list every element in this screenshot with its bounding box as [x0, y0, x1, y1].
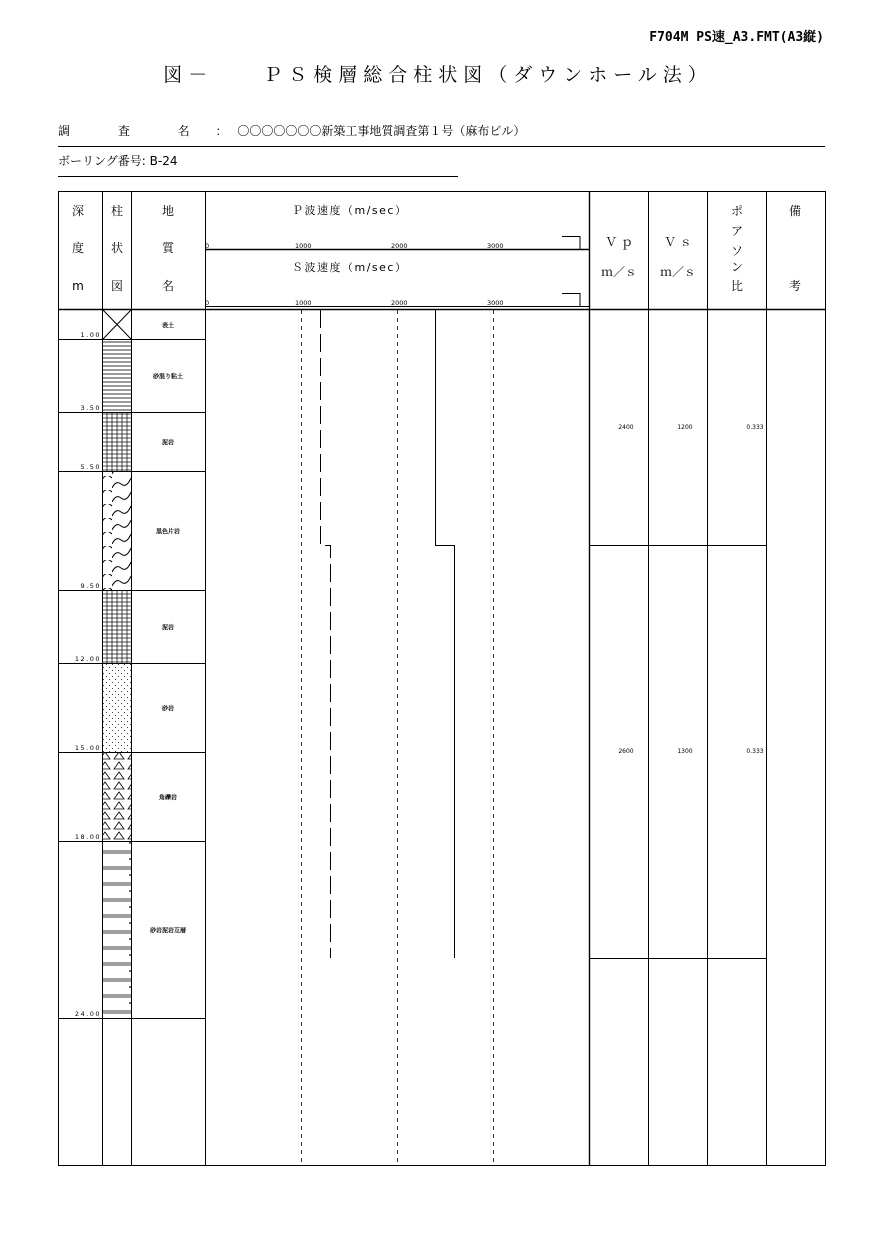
poisson-header-1: ポ — [730, 204, 744, 218]
remarks-header-1: 備 — [788, 204, 802, 218]
column-header-2: 状 — [110, 241, 124, 255]
depth-label: 9.50 — [80, 582, 101, 590]
geology-name: 黒色片岩 — [155, 528, 181, 536]
geology-name: 砂岩 — [161, 705, 175, 713]
boring-number-label: ボーリング番号: — [58, 154, 146, 168]
depth-label: 12.00 — [74, 655, 101, 663]
vp-value: 2400 — [618, 424, 634, 431]
boring-number-value: B-24 — [149, 154, 178, 168]
vs-header-1: Ｖ ｓ — [664, 235, 692, 249]
vs-header-2: ｍ／ｓ — [659, 265, 697, 279]
vp-value: 2600 — [618, 748, 634, 755]
column-header-3: 図 — [110, 279, 124, 293]
column-pattern-topsoil — [103, 310, 131, 339]
geology-header-1: 地 — [161, 204, 175, 218]
scale-tick-label: 0 — [205, 242, 210, 250]
scale-tick-label: 3000 — [487, 299, 504, 307]
column-pattern — [103, 590, 131, 663]
column-pattern — [103, 663, 131, 752]
column-header-1: 柱 — [110, 204, 124, 218]
depth-header-2: 度 — [71, 241, 85, 255]
vp-header-1: Ｖ ｐ — [605, 235, 633, 249]
depth-label: 15.00 — [74, 744, 101, 752]
column-pattern — [103, 412, 131, 471]
scale-tick-label: 1000 — [295, 242, 312, 250]
depth-label: 3.50 — [80, 404, 101, 412]
depth-label: 18.00 — [74, 833, 101, 841]
geology-name: 泥岩 — [161, 624, 175, 632]
survey-name-colon: ： — [215, 124, 228, 138]
geology-name: 砂混り粘土 — [152, 373, 184, 381]
depth-header-3: m — [72, 279, 84, 293]
scale-tick-label: 2000 — [391, 242, 408, 250]
document-code: F704M PS速_A3.FMT(A3縦) — [649, 30, 824, 45]
column-pattern — [103, 752, 131, 841]
depth-label: 24.00 — [74, 1010, 101, 1018]
depth-label: 5.50 — [80, 463, 101, 471]
p-wave-axis-label: Ｐ波速度（m/sec） — [292, 204, 408, 217]
p-wave-velocity-line — [436, 310, 455, 958]
geology-name: 角礫岩 — [158, 794, 178, 802]
column-pattern — [103, 339, 131, 412]
poisson-header-2: ア — [730, 224, 744, 238]
vp-header-2: ｍ／ｓ — [600, 265, 638, 279]
depth-header-1: 深 — [71, 204, 85, 218]
remarks-header-2: 考 — [788, 279, 802, 293]
page-title: 図－ ＰＳ検層総合柱状図（ダウンホール法） — [163, 64, 713, 86]
scale-tick-label: 1000 — [295, 299, 312, 307]
geology-name: 砂岩泥岩互層 — [149, 927, 187, 935]
column-pattern — [103, 471, 131, 590]
column-pattern — [103, 841, 131, 1018]
poisson-header-3: ソ — [730, 244, 744, 258]
geology-header-2: 質 — [161, 241, 175, 255]
survey-name-label: 調 査 名 — [58, 124, 212, 138]
vs-value: 1300 — [677, 748, 693, 755]
geology-header-3: 名 — [161, 279, 175, 293]
poisson-header-5: 比 — [730, 279, 744, 293]
scale-tick-label: 3000 — [487, 242, 504, 250]
vs-value: 1200 — [677, 424, 693, 431]
s-wave-axis-label: Ｓ波速度（m/sec） — [292, 261, 408, 274]
depth-label: 1.00 — [80, 331, 101, 339]
s-wave-velocity-line — [321, 310, 331, 958]
scale-tick-label: 0 — [205, 299, 210, 307]
survey-name-value: 〇〇〇〇〇〇〇新築工事地質調査第１号（麻布ビル） — [237, 124, 526, 138]
scale-tick-label: 2000 — [391, 299, 408, 307]
geology-name: 泥岩 — [161, 439, 175, 447]
poisson-value: 0.333 — [746, 424, 764, 431]
poisson-value: 0.333 — [746, 748, 764, 755]
geology-name: 表土 — [161, 322, 175, 330]
poisson-header-4: ン — [730, 260, 744, 274]
